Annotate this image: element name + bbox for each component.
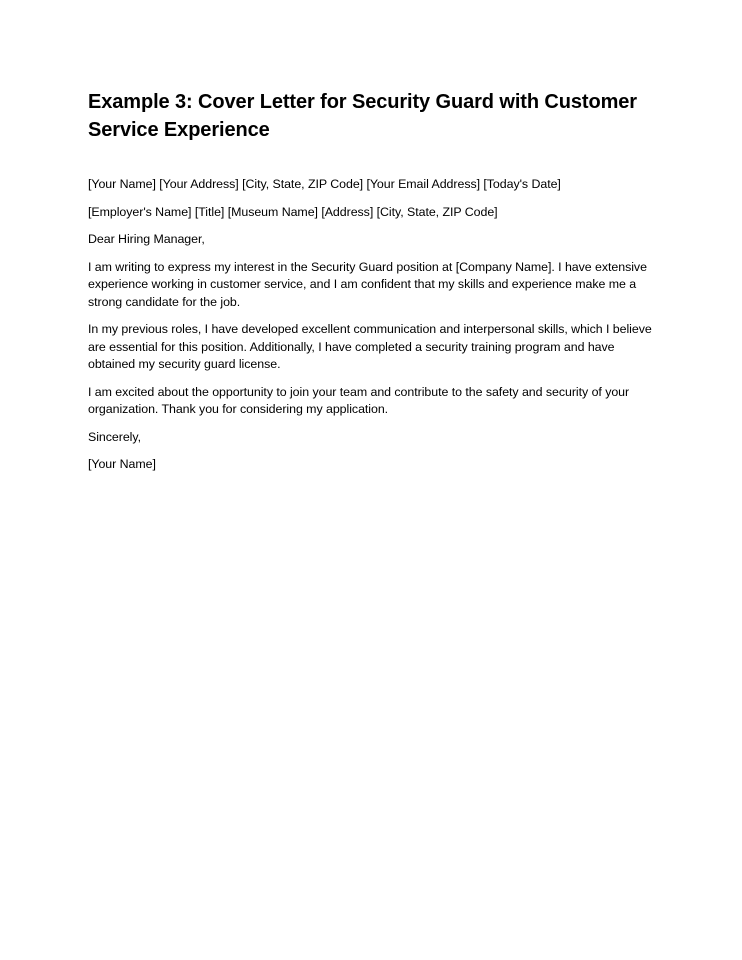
body-paragraph-intro: I am writing to express my interest in the Security Guard position at [Company Name]. I have extensive experience working in customer service, and I am confident that my skills and experience make me a strong candidate for the job. (88, 259, 647, 309)
sender-info: [Your Name] [Your Address] [City, State, ZIP Code] [Your Email Address] [Today's Date] (88, 177, 561, 191)
cover-letter-document (88, 88, 658, 484)
document-title: Example 3: Cover Letter for Security Guard with Customer Service Experience (88, 91, 637, 141)
body-paragraph-skills: In my previous roles, I have developed excellent communication and interpersonal skills, which I believe are essential for this position. Additionally, I have completed a security training program and have obtained my security guard license. (88, 322, 652, 371)
closing: Sincerely, (88, 429, 141, 444)
recipient-info: [Employer's Name] [Title] [Museum Name] [Address] [City, State, ZIP Code] (88, 204, 498, 219)
salutation: Dear Hiring Manager, (88, 232, 205, 246)
body-paragraph-closing: I am excited about the opportunity to join your team and contribute to the safety and security of your organization. Thank you for considering my application. (88, 384, 630, 416)
signature: [Your Name] (88, 457, 156, 471)
